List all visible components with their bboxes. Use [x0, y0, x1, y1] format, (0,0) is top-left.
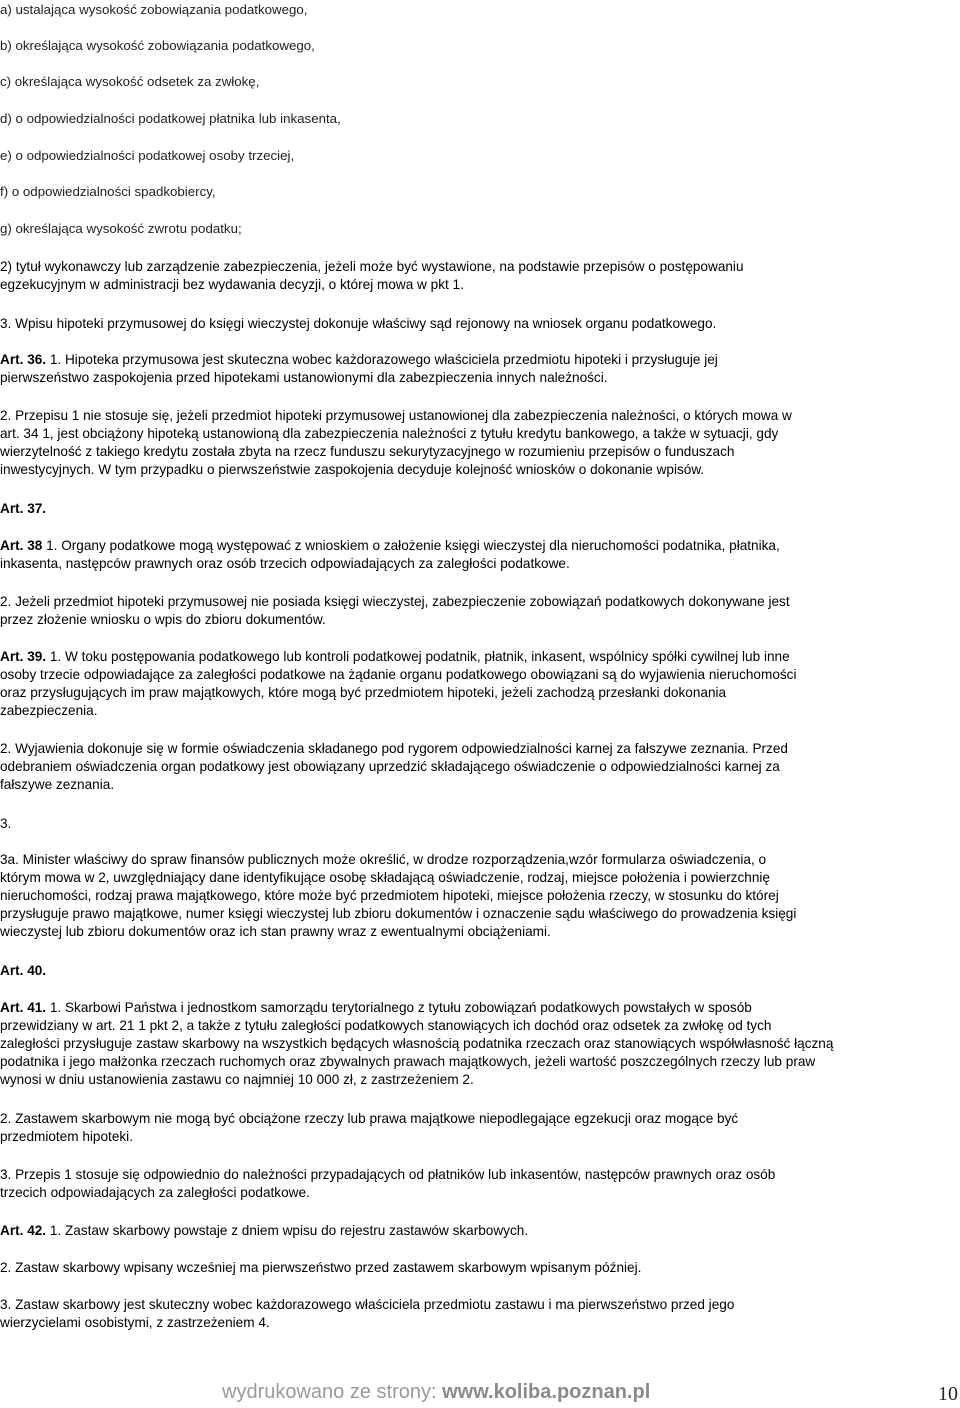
article-39-section-3a: [0, 851, 960, 941]
text-line: przedmiotem hipoteki.: [0, 1129, 133, 1144]
article-39-section-3: 3.: [0, 816, 12, 831]
text-line: przysługuje prawo majątkowe, numer księgi wieczystej lub zbioru dokumentów i oznaczenie sądu właściwego do prowadzenia księgi: [0, 906, 797, 921]
page-footer: [222, 1381, 650, 1404]
text-line: osoby trzecie odpowiadające za zaległości podatkowe na żądanie organu podatkowego obowiązani są do wyjawienia nieruchomości: [0, 667, 797, 682]
text-line: inkasenta, następców prawnych oraz osób trzecich odpowiadających za zaległości podatkowe.: [0, 556, 570, 571]
text-line: 3a. Minister właściwy do spraw finansów publicznych może określić, w drodze rozporządzenia,wzór formularza oświadczenia, o: [0, 852, 767, 867]
text-line: wierzytelność z takiego kredytu została zbyta na rzecz funduszu sekurytyzacyjnego w rozumieniu przepisów o funduszach: [0, 444, 735, 459]
article-42-section-3: [0, 1296, 960, 1332]
text-line: nieruchomości, rodzaj prawa majątkowego, które może być przedmiotem hipoteki, miejsce położenia rzeczy, w stosunku do której: [0, 888, 779, 903]
article-36: [0, 351, 960, 387]
article-heading: Art. 37.: [0, 501, 47, 516]
article-42: [0, 1222, 960, 1240]
text-line: trzecich odpowiadających za zaległości podatkowe.: [0, 1185, 310, 1200]
text-line: zabezpieczenia.: [0, 703, 98, 718]
list-item-a: a) ustalająca wysokość zobowiązania podatkowego,: [0, 2, 308, 17]
text-line: 1. Skarbowi Państwa i jednostkom samorządu terytorialnego z tytułu zobowiązań podatkowych powstałych w sposób: [46, 1000, 752, 1015]
text-line: wieczystej lub zbioru dokumentów oraz ich stan prawny wraz z ewentualnymi obciążeniami.: [0, 924, 551, 939]
text-line: pierwszeństwo zaspokojenia przed hipotekami ustanowionymi dla zabezpieczenia innych należności.: [0, 370, 608, 385]
text-line: 1. Hipoteka przymusowa jest skuteczna wobec każdorazowego właściciela przedmiotu hipoteki i przysługuje jej: [46, 352, 718, 367]
footer-prefix: wydrukowano ze strony:: [222, 1381, 443, 1403]
article-38: [0, 537, 960, 573]
list-item-f: f) o odpowiedzialności spadkobiercy,: [0, 184, 216, 199]
article-42-section-2: 2. Zastaw skarbowy wpisany wcześniej ma pierwszeństwo przed zastawem skarbowym wpisanym później.: [0, 1260, 642, 1275]
article-heading: Art. 40.: [0, 963, 47, 978]
article-heading: Art. 38: [0, 538, 43, 553]
text-line: 1. Organy podatkowe mogą występować z wnioskiem o założenie księgi wieczystej dla nieruchomości podatnika, płatnika,: [42, 538, 780, 553]
list-item-e: e) o odpowiedzialności podatkowej osoby trzeciej,: [0, 148, 295, 163]
text-line: przewidziany w art. 21 1 pkt 2, a także z tytułu zaległości podatkowych stanowiących ich dochód oraz odsetek za zwłokę od tych: [0, 1018, 772, 1033]
text-line: 2. Wyjawienia dokonuje się w formie oświadczenia składanego pod rygorem odpowiedzialności karnej za fałszywe zeznania. Przed: [0, 741, 788, 756]
article-37: [0, 500, 960, 518]
text-line: inwestycyjnych. W tym przypadku o pierwszeństwie zaspokojenia decyduje kolejność wniosków o dokonanie wpisów.: [0, 462, 705, 477]
text-line: 2. Jeżeli przedmiot hipoteki przymusowej nie posiada księgi wieczystej, zabezpieczenie zobowiązań podatkowych dokonywane jest: [0, 594, 790, 609]
text-line: przez złożenie wniosku o wpis do zbioru dokumentów.: [0, 612, 326, 627]
text-line: egzekucyjnym w administracji bez wydawania decyzji, o której mowa w pkt 1.: [0, 277, 464, 292]
text-line: zaległości przysługuje zastaw skarbowy na wszystkich będących własnością podatnika rzeczach oraz stanowiących współwłasność łączną: [0, 1036, 834, 1051]
text-line: 2. Przepisu 1 nie stosuje się, jeżeli przedmiot hipoteki przymusowej ustanowionej dla zabezpieczenia należności, o których mowa w: [0, 408, 792, 423]
article-36-section-2: [0, 407, 960, 479]
text-line: 2. Zastawem skarbowym nie mogą być obciążone rzeczy lub prawa majątkowe niepodlegające egzekucji oraz mogące być: [0, 1111, 739, 1126]
article-heading: Art. 41.: [0, 1000, 47, 1015]
text-line: 1. Zastaw skarbowy powstaje z dniem wpisu do rejestru zastawów skarbowych.: [46, 1223, 529, 1238]
text-line: 3. Zastaw skarbowy jest skuteczny wobec każdorazowego właściciela przedmiotu zastawu i ma pierwszeństwo przed jego: [0, 1297, 735, 1312]
text-line: podatnika i jego małżonka rzeczach ruchomych oraz zbywalnych prawach majątkowych, jeżeli wartość poszczególnych rzeczy lub praw: [0, 1054, 816, 1069]
article-39: [0, 648, 960, 720]
text-line: 1. W toku postępowania podatkowego lub kontroli podatkowej podatnik, płatnik, inkasent, wspólnicy spółki cywilnej lub inne: [46, 649, 790, 664]
text-line: fałszywe zeznania.: [0, 777, 115, 792]
text-line: którym mowa w 2, uwzględniający dane identyfikujące osobę składającą oświadczenie, rodzaj, miejsce położenia i powierzchnię: [0, 870, 770, 885]
list-item-c: c) określająca wysokość odsetek za zwłokę,: [0, 74, 260, 89]
text-line: 3. Przepis 1 stosuje się odpowiednio do należności przypadających od płatników lub inkasentów, następców prawnych oraz osób: [0, 1167, 776, 1182]
article-39-section-2: [0, 740, 960, 794]
article-heading: Art. 42.: [0, 1223, 47, 1238]
text-line: odebraniem oświadczenia organ podatkowy jest obowiązany uprzedzić składającego oświadczenie o odpowiedzialności karnej za: [0, 759, 780, 774]
list-item-b: b) określająca wysokość zobowiązania podatkowego,: [0, 38, 315, 53]
text-line: wynosi w dniu ustanowienia zastawu co najmniej 10 000 zł, z zastrzeżeniem 2.: [0, 1072, 474, 1087]
article-38-section-2: [0, 593, 960, 629]
list-item-d: d) o odpowiedzialności podatkowej płatnika lub inkasenta,: [0, 111, 341, 126]
paragraph-point-3: 3. Wpisu hipoteki przymusowej do księgi wieczystej dokonuje właściwy sąd rejonowy na wniosek organu podatkowego.: [0, 316, 717, 331]
text-line: 2) tytuł wykonawczy lub zarządzenie zabezpieczenia, jeżeli może być wystawione, na podstawie przepisów o postępowaniu: [0, 259, 744, 274]
article-heading: Art. 36.: [0, 352, 47, 367]
text-line: art. 34 1, jest obciążony hipoteką ustanowioną dla zabezpieczenia należności z tytułu kredytu bankowego, a także w sytuacji, gdy: [0, 426, 779, 441]
page-number: 10: [938, 1383, 958, 1405]
article-40: [0, 962, 960, 980]
text-line: wierzycielami osobistymi, z zastrzeżeniem 4.: [0, 1315, 270, 1330]
article-41-section-2: [0, 1110, 960, 1146]
text-line: oraz przysługujących im praw majątkowych, które mogą być przedmiotem hipoteki, jeżeli zachodzą przesłanki dokonania: [0, 685, 727, 700]
article-41: [0, 999, 960, 1089]
list-item-g: g) określająca wysokość zwrotu podatku;: [0, 221, 242, 236]
article-heading: Art. 39.: [0, 649, 47, 664]
footer-site-link[interactable]: www.koliba.poznan.pl: [442, 1381, 651, 1403]
article-41-section-3: [0, 1166, 960, 1202]
paragraph-point-2: [0, 258, 960, 294]
